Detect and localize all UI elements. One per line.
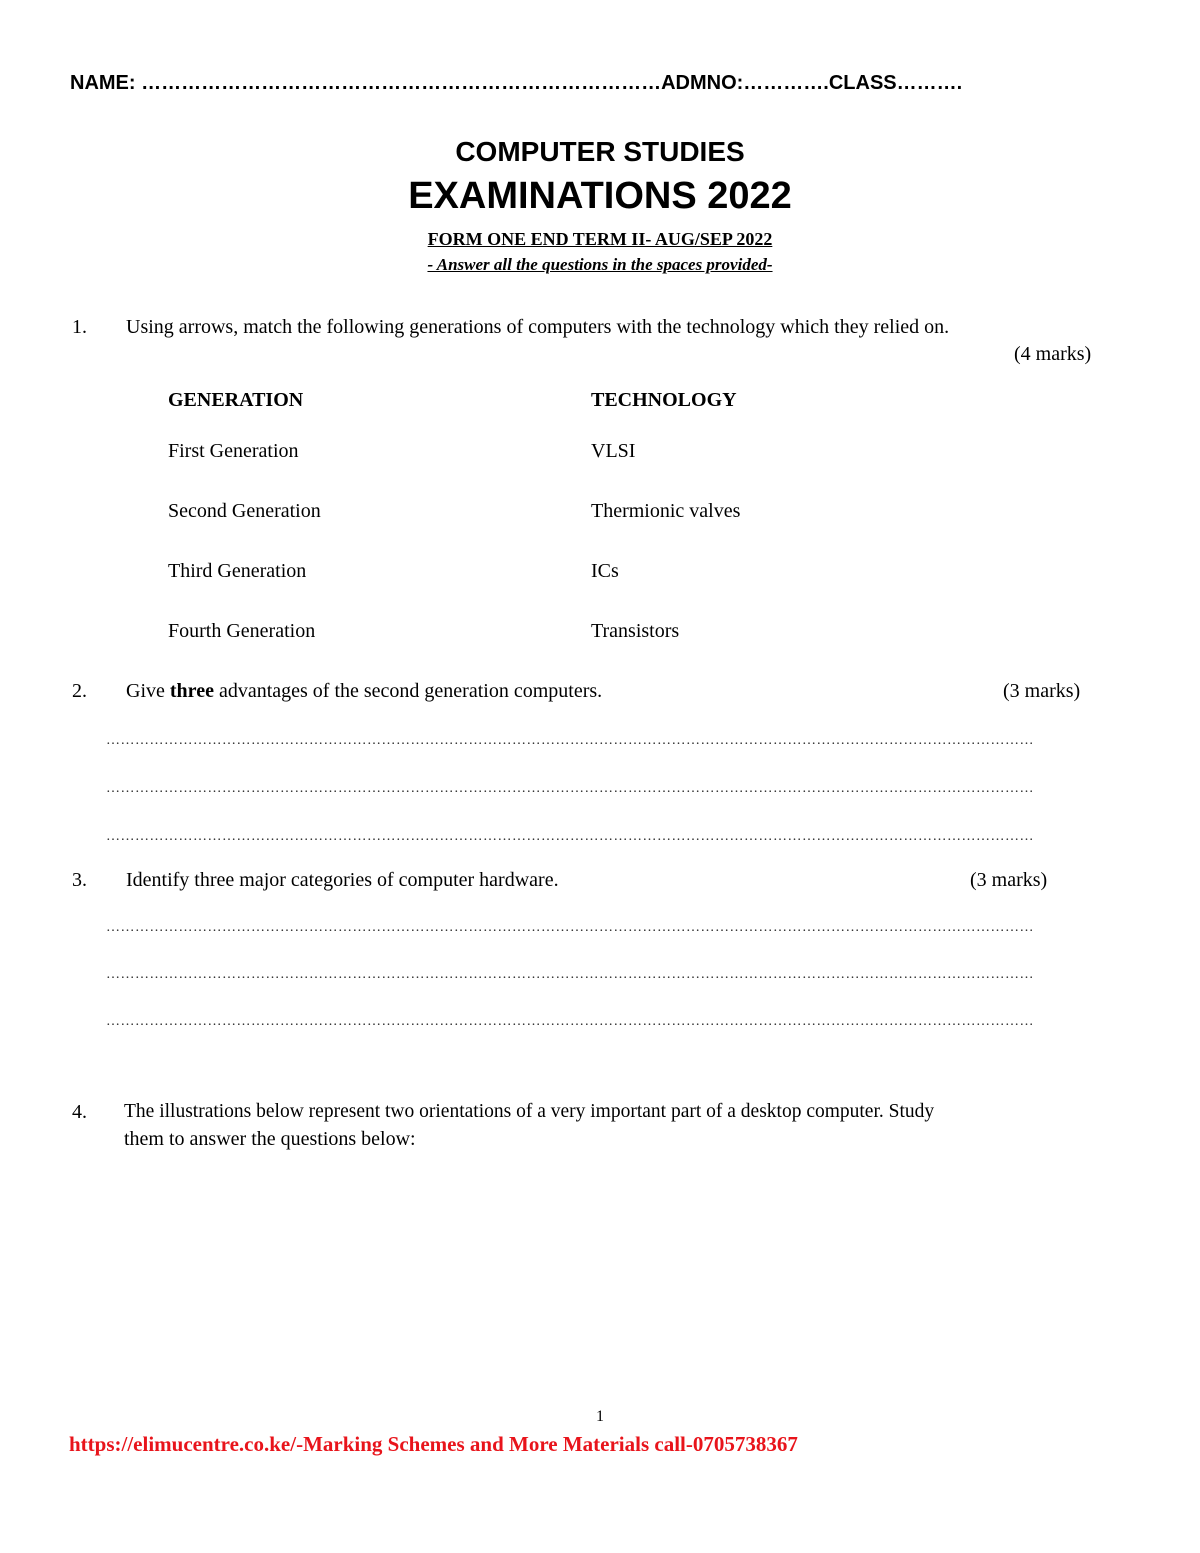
technology-cell: ICs: [591, 560, 619, 582]
student-details-line: NAME: ……………………………………………………………………ADMNO:………….CLASS……….: [70, 72, 963, 94]
question-text-part: Give: [126, 680, 170, 702]
question-number: 1.: [72, 316, 87, 338]
answer-line[interactable]: …………………………………………………………………………………………………………………………………………………………………………: [106, 781, 1034, 796]
page-number: 1: [596, 1408, 604, 1425]
question-marks: (3 marks): [1003, 680, 1081, 702]
exam-title: EXAMINATIONS 2022: [408, 175, 792, 217]
column-header-technology: TECHNOLOGY: [591, 389, 737, 411]
subject-title: COMPUTER STUDIES: [455, 136, 745, 167]
technology-cell: Transistors: [591, 620, 680, 642]
question-number: 2.: [72, 680, 87, 702]
question-marks: (4 marks): [1014, 343, 1092, 365]
answer-line[interactable]: …………………………………………………………………………………………………………………………………………………………………………: [106, 920, 1034, 935]
question-text: Using arrows, match the following generations of computers with the technology which they relied on.: [126, 316, 950, 338]
question-text: [126, 680, 602, 703]
answer-line[interactable]: …………………………………………………………………………………………………………………………………………………………………………: [106, 967, 1034, 982]
answer-line[interactable]: …………………………………………………………………………………………………………………………………………………………………………: [106, 829, 1034, 844]
question-text-part: advantages of the second generation computers.: [213, 680, 603, 702]
question-text-emphasis: three: [169, 680, 214, 702]
footer-link[interactable]: https://elimucentre.co.ke/-Marking Schemes and More Materials call-0705738367: [69, 1432, 798, 1456]
answer-line[interactable]: …………………………………………………………………………………………………………………………………………………………………………: [106, 733, 1034, 748]
generation-cell: Third Generation: [168, 560, 307, 582]
generation-cell: Second Generation: [168, 500, 321, 522]
question-number: 3.: [72, 869, 87, 891]
generation-cell: First Generation: [168, 440, 299, 462]
technology-cell: Thermionic valves: [591, 500, 741, 522]
question-marks: (3 marks): [970, 869, 1048, 891]
technology-cell: VLSI: [591, 440, 636, 462]
exam-instruction: - Answer all the questions in the spaces provided-: [427, 255, 773, 274]
question-text: them to answer the questions below:: [124, 1128, 416, 1150]
generation-cell: Fourth Generation: [168, 620, 316, 642]
question-text: Identify three major categories of computer hardware.: [126, 869, 559, 891]
question-number: 4.: [72, 1101, 87, 1123]
question-text: The illustrations below represent two orientations of a very important part of a desktop computer. Study: [124, 1101, 935, 1122]
answer-line[interactable]: …………………………………………………………………………………………………………………………………………………………………………: [106, 1014, 1034, 1029]
form-term-line: FORM ONE END TERM II- AUG/SEP 2022: [427, 229, 773, 249]
column-header-generation: GENERATION: [168, 389, 304, 411]
